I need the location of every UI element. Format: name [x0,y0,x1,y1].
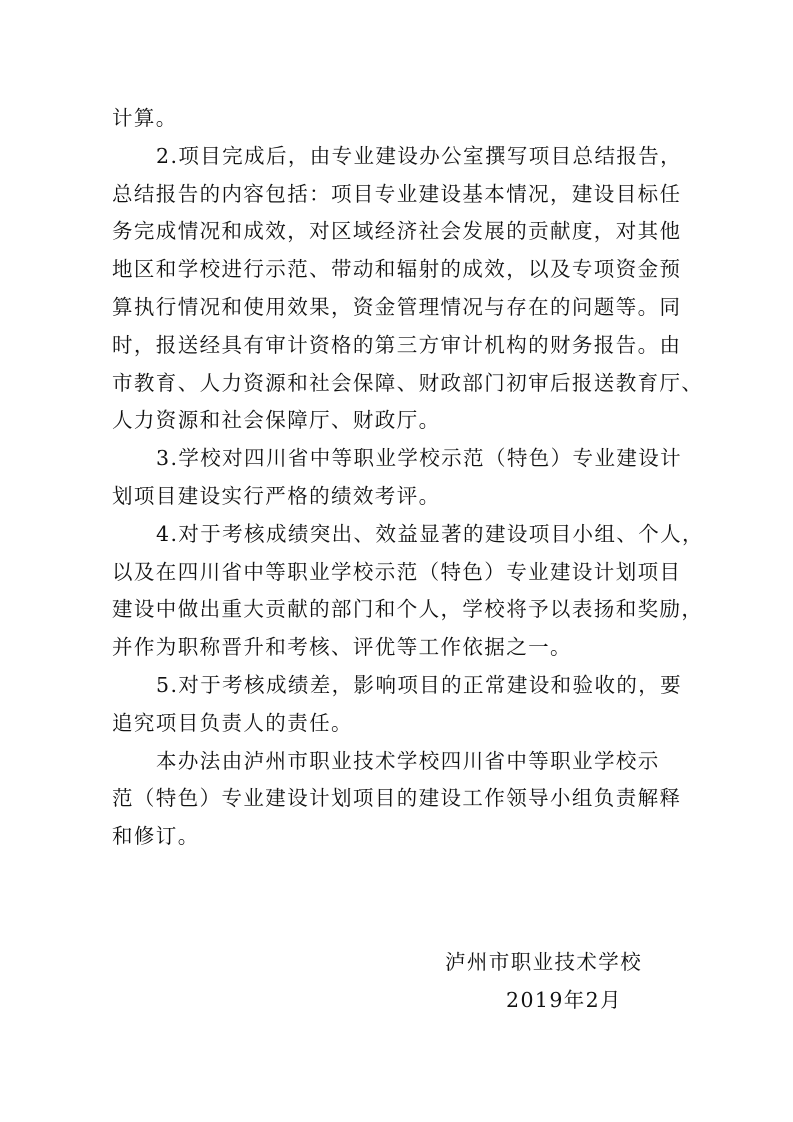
text-line: 本办法由泸州市职业技术学校四川省中等职业学校示 [156,748,660,773]
text-line: 追究项目负责人的责任。 [112,710,353,735]
paragraph [112,667,687,743]
text-line: 地区和学校进行示范、带动和辐射的成效，以及专项资金预 [112,257,682,282]
paragraph [112,100,687,138]
signature-organization: 泸州市职业技术学校 [445,950,643,974]
text-line: 2.项目完成后，由专业建设办公室撰写项目总结报告， [156,143,683,168]
text-line: 5.对于考核成绩差，影响项目的正常建设和验收的，要 [156,672,683,697]
signature-date: 2019年2月 [506,988,623,1012]
text-line: 建设中做出重大贡献的部门和个人，学校将予以表扬和奖励， [112,597,704,622]
text-line: 4.对于考核成绩突出、效益显著的建设项目小组、个人， [156,521,704,546]
paragraph [112,743,687,856]
document-body [112,100,704,856]
text-line: 人力资源和社会保障厅、财政厅。 [112,408,441,433]
text-line: 总结报告的内容包括：项目专业建设基本情况，建设目标任 [112,181,682,206]
text-line: 计算。 [112,106,178,130]
text-line: 和修订。 [112,824,200,849]
text-line: 并作为职称晋升和考核、评优等工作依据之一。 [112,635,572,660]
paragraph [112,138,704,440]
paragraph [112,440,687,516]
text-line: 范（特色）专业建设计划项目的建设工作领导小组负责解释 [112,786,682,811]
text-line: 算执行情况和使用效果，资金管理情况与存在的问题等。同 [112,294,682,319]
text-line: 市教育、人力资源和社会保障、财政部门初审后报送教育厅、 [112,370,704,395]
text-line: 3.学校对四川省中等职业学校示范（特色）专业建设计 [156,446,683,471]
paragraph [112,516,704,667]
text-line: 务完成情况和成效，对区域经济社会发展的贡献度，对其他 [112,219,682,244]
text-line: 以及在四川省中等职业学校示范（特色）专业建设计划项目 [112,559,682,584]
text-line: 划项目建设实行严格的绩效考评。 [112,483,441,508]
text-line: 时，报送经具有审计资格的第三方审计机构的财务报告。由 [112,332,682,357]
